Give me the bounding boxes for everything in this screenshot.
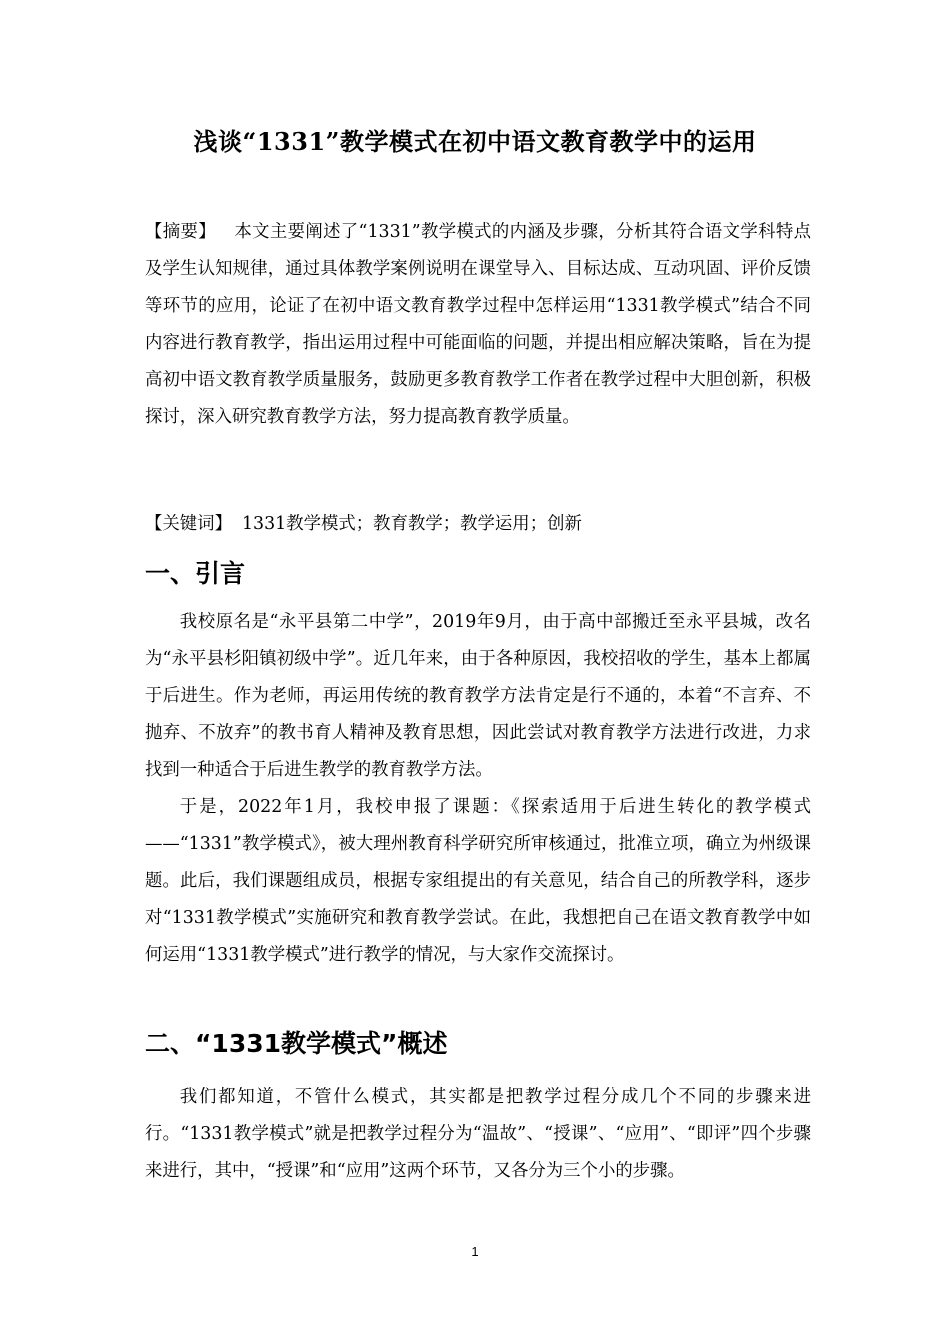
section-heading-overview: 二、“1331教学模式”概述 xyxy=(145,1029,448,1058)
keywords-label: 【关键词】 xyxy=(145,514,232,534)
section-body-introduction xyxy=(145,604,811,974)
section-heading-introduction: 一、引言 xyxy=(145,559,246,588)
paragraph: 我们都知道，不管什么模式，其实都是把教学过程分成几个不同的步骤来进行。“1331教学模式”就是把教学过程分为“温故”、“授课”、“应用”、“即评”四个步骤来进行，其中，“授课”和“应用”这两个环节，又各分为三个小的步骤。 xyxy=(145,1087,811,1181)
page-number: 1 xyxy=(471,1244,479,1259)
section-body-overview xyxy=(145,1079,811,1190)
keywords-section xyxy=(145,508,811,540)
abstract-text: 本文主要阐述了“1331”教学模式的内涵及步骤，分析其符合语文学科特点及学生认知规律，通过具体教学案例说明在课堂导入、目标达成、互动巩固、评价反馈等环节的应用，论证了在初中语文教育教学过程中怎样运用“1331教学模式”结合不同内容进行教育教学，指出运用过程中可能面临的问题，并提出相应解决策略，旨在为提高初中语文教育教学质量服务，鼓励更多教育教学工作者在教学过程中大胆创新，积极探讨，深入研究教育教学方法，努力提高教育教学质量。 xyxy=(145,222,811,427)
abstract-section xyxy=(145,214,811,436)
paragraph: 于是，2022年1月，我校申报了课题：《探索适用于后进生转化的教学模式——“1331”教学模式》，被大理州教育科学研究所审核通过，批准立项，确立为州级课题。此后，我们课题组成员，根据专家组提出的有关意见，结合自己的所教学科，逐步对“1331教学模式”实施研究和教育教学尝试。在此，我想把自己在语文教育教学中如何运用“1331教学模式”进行教学的情况，与大家作交流探讨。 xyxy=(145,797,811,965)
document-title: 浅谈“1331”教学模式在初中语文教育教学中的运用 xyxy=(193,127,757,156)
keywords-text: 1331教学模式；教育教学；教学运用；创新 xyxy=(241,514,582,534)
paragraph: 我校原名是“永平县第二中学”，2019年9月，由于高中部搬迁至永平县城，改名为“永平县杉阳镇初级中学”。近几年来，由于各种原因，我校招收的学生，基本上都属于后进生。作为老师，再运用传统的教育教学方法肯定是行不通的，本着“不言弃、不抛弃、不放弃”的教书育人精神及教育思想，因此尝试对教育教学方法进行改进，力求找到一种适合于后进生教学的教育教学方法。 xyxy=(145,612,811,780)
abstract-label: 【摘要】 xyxy=(145,222,216,242)
